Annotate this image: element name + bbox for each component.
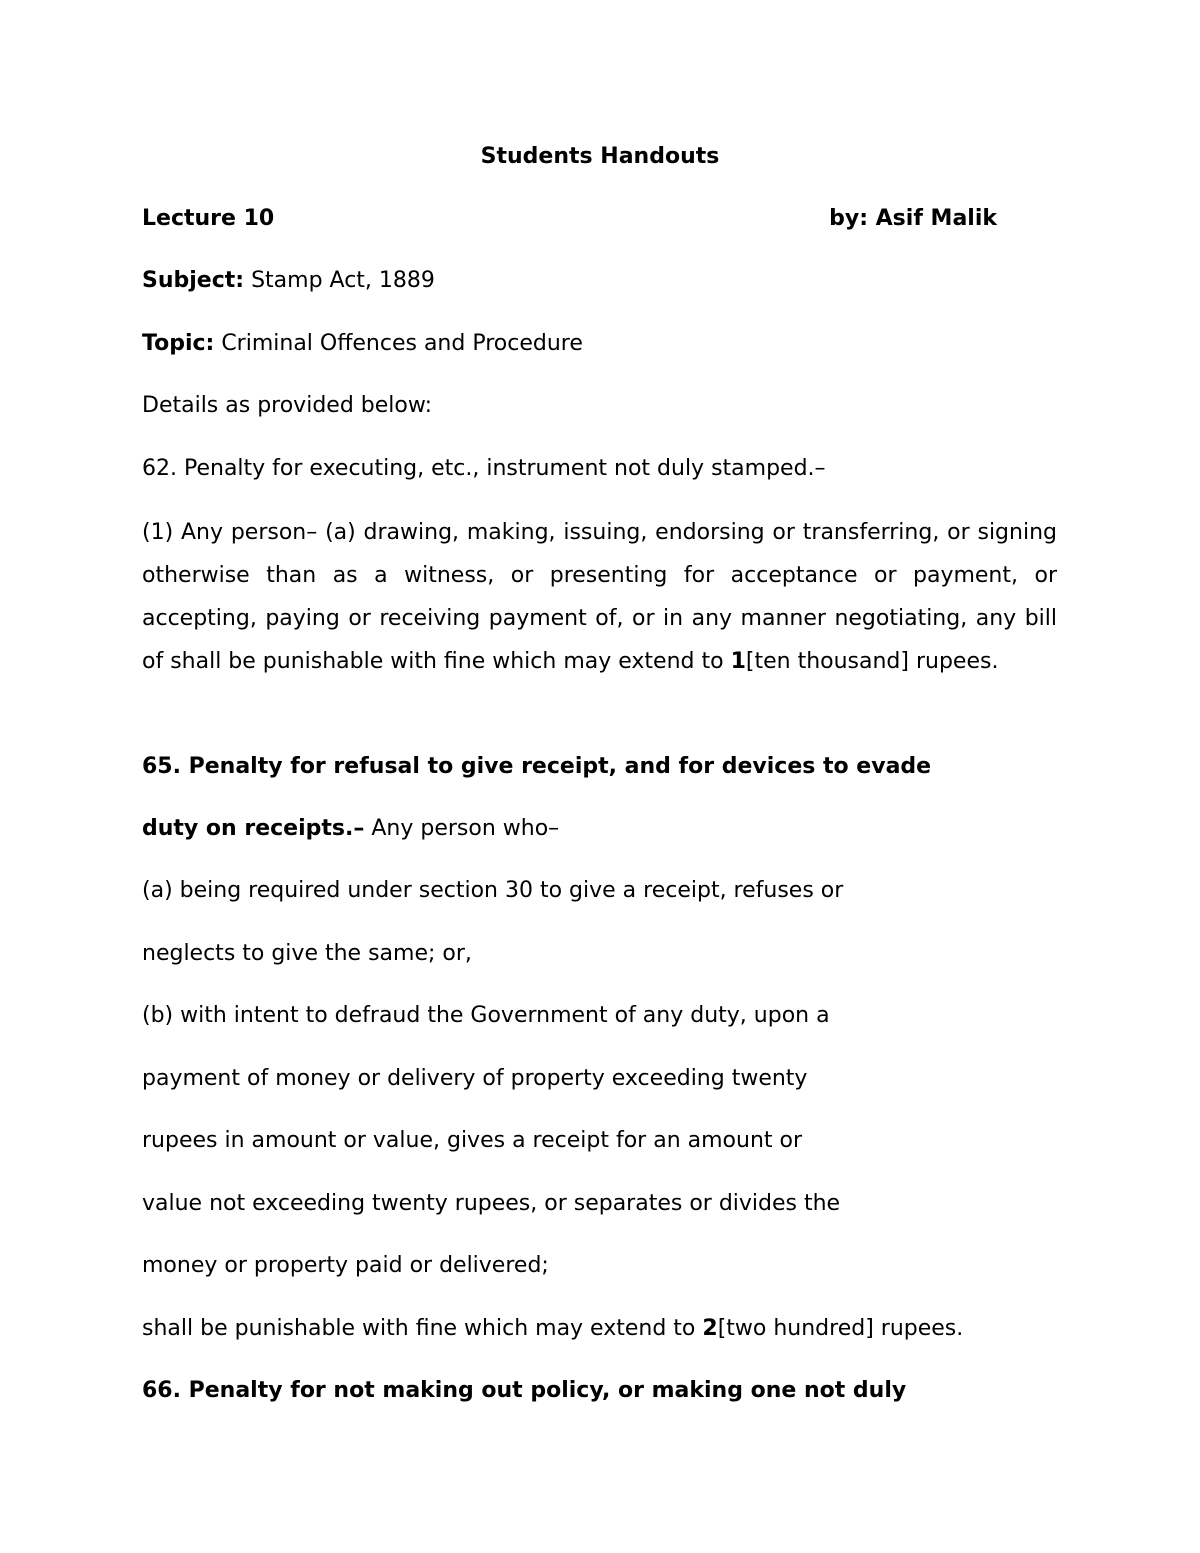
section-65-line: payment of money or delivery of property exceeding twenty: [142, 1066, 808, 1091]
author: by: Asif Malik: [829, 206, 997, 231]
topic-label: Topic:: [142, 331, 215, 356]
section-65-intro: Any person who–: [364, 816, 560, 841]
page-title: Students Handouts: [480, 144, 720, 169]
section-65-heading-part2: duty on receipts.–: [142, 816, 365, 841]
section-62-body: [142, 511, 1057, 683]
section-65-penalty: [142, 1314, 963, 1344]
section-62-text: (1) Any person– (a) drawing, making, issuing, endorsing or transferring, or signing otherwise than as a witness, or presenting for acceptance or payment, or accepting, paying or receiving payment of, or in any manner negotiating, any bill of shall be punishable with fine which may extend to: [142, 520, 1057, 674]
subject-label: Subject:: [142, 268, 245, 293]
section-65-line: neglects to give the same; or,: [142, 941, 472, 966]
subject-value: Stamp Act, 1889: [244, 268, 435, 293]
section-65-penalty-post: [two hundred] rupees.: [717, 1316, 964, 1341]
section-66-heading: 66. Penalty for not making out policy, or making one not duly: [142, 1378, 907, 1403]
topic-line: [142, 329, 583, 359]
section-65-line: money or property paid or delivered;: [142, 1253, 549, 1278]
subject-line: [142, 266, 435, 296]
section-62-heading: 62. Penalty for executing, etc., instrument not duly stamped.–: [142, 456, 826, 481]
footnote-marker-1: 1: [730, 649, 746, 674]
section-65-line: rupees in amount or value, gives a receipt for an amount or: [142, 1128, 803, 1153]
section-65-line: (b) with intent to defraud the Government of any duty, upon a: [142, 1003, 830, 1028]
section-65-penalty-pre: shall be punishable with fine which may extend to: [142, 1316, 703, 1341]
section-62-tail: [ten thousand] rupees.: [745, 649, 999, 674]
section-65-heading: 65. Penalty for refusal to give receipt, and for devices to evade: [142, 754, 932, 779]
section-65-line: (a) being required under section 30 to give a receipt, refuses or: [142, 878, 844, 903]
footnote-marker-2: 2: [702, 1316, 718, 1341]
section-65-heading-cont: [142, 814, 559, 844]
topic-value: Criminal Offences and Procedure: [214, 331, 583, 356]
intro-text: Details as provided below:: [142, 393, 433, 418]
section-65-line: value not exceeding twenty rupees, or separates or divides the: [142, 1191, 841, 1216]
lecture-number: Lecture 10: [142, 206, 275, 231]
